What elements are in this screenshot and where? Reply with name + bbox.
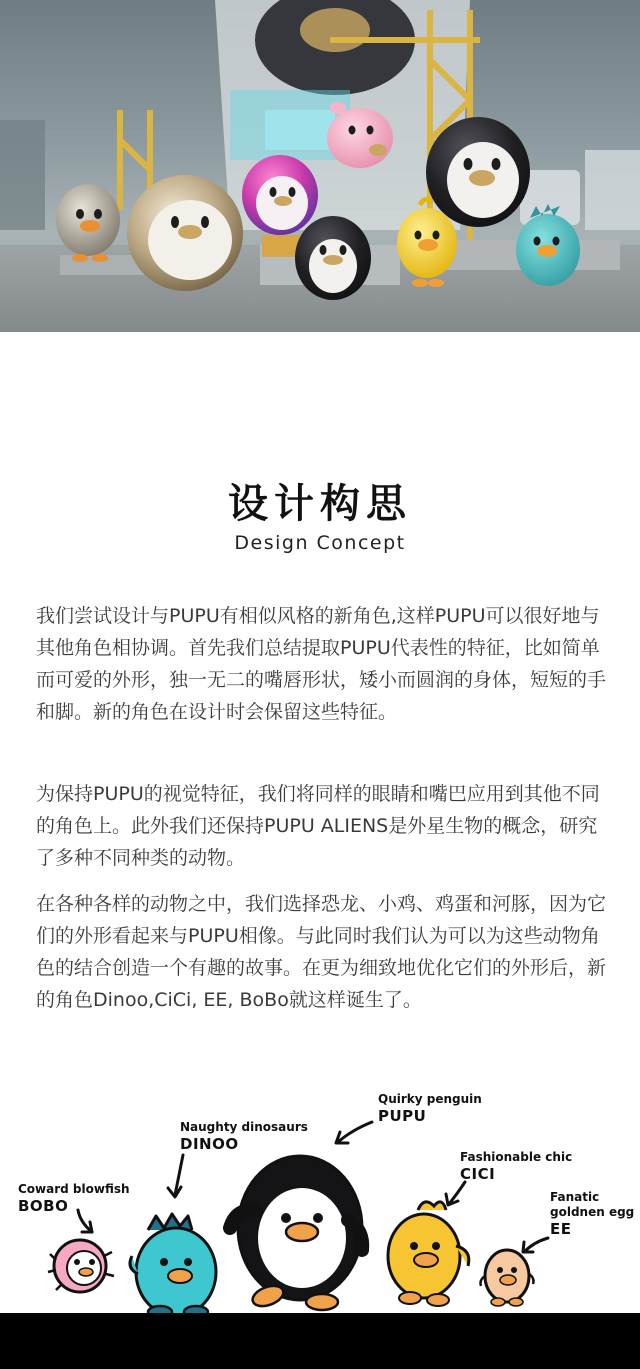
caption-cici-name: CICI (460, 1165, 496, 1183)
caption-pupu-desc: Quirky penguin (378, 1092, 482, 1106)
caption-ee-desc-line2: goldnen egg (550, 1205, 635, 1219)
dinoo-character (130, 1214, 216, 1315)
pupu-character (230, 1156, 362, 1310)
caption-ee-name: EE (550, 1220, 572, 1238)
caption-dinoo-name: DINOO (180, 1135, 239, 1153)
bottom-bar (0, 1313, 640, 1369)
paragraph-2: 为保持PUPU的视觉特征，我们将同样的眼睛和嘴巴应用到其他不同的角色上。此外我们还保持PUPU ALIENS是外星生物的概念，研究了多种不同种类的动物。 (36, 783, 600, 869)
caption-bobo-desc: Coward blowfish (18, 1182, 130, 1196)
caption-pupu-name: PUPU (378, 1107, 427, 1125)
hero-photo (0, 0, 640, 332)
bobo-character (48, 1240, 114, 1292)
character-drawing (0, 1070, 640, 1315)
caption-cici-desc: Fashionable chic (460, 1150, 573, 1164)
cici-character (388, 1202, 469, 1306)
caption-bobo-name: BOBO (18, 1197, 69, 1215)
section-title: 设计构思 (228, 481, 412, 527)
ee-character (481, 1250, 534, 1306)
character-lineup (0, 1070, 640, 1315)
caption-ee-desc-line1: Fanatic (550, 1190, 600, 1204)
section-subtitle: Design Concept (234, 532, 406, 554)
paragraph-3: 在各种各样的动物之中，我们选择恐龙、小鸡、鸡蛋和河豚，因为它们的外形看起来与PUPU相像。与此同时我们认为可以为这些动物角色的结合创造一个有趣的故事。在更为细致地优化它们的外形后，新的角色Dinoo,CiCi, EE, BoBo就这样诞生了。 (36, 893, 607, 1011)
caption-dinoo-desc: Naughty dinosaurs (180, 1120, 308, 1134)
paragraph-1: 我们尝试设计与PUPU有相似风格的新角色,这样PUPU可以很好地与其他角色相协调。首先我们总结提取PUPU代表性的特征，比如简单而可爱的外形，独一无二的嘴唇形状，矮小而圆润的身体，短短的手和脚。新的角色在设计时会保留这些特征。 (36, 605, 607, 723)
